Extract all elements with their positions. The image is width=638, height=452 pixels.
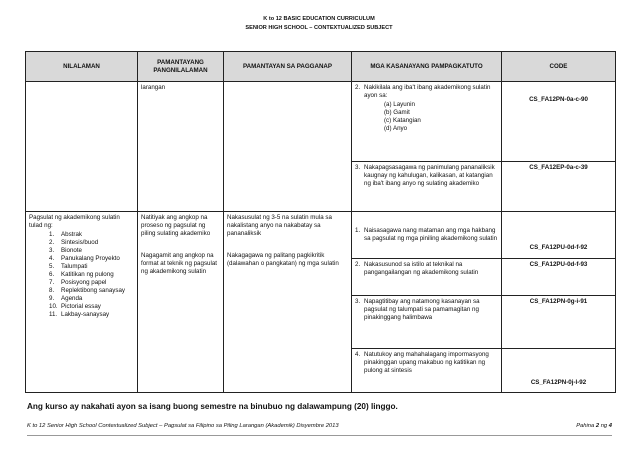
outcome-number: 4. [355,351,361,358]
performance-standard-1: Nakasusulat ng 3-5 na sulatin mula sa nakalistang anyo na nakabatay sa pananaliksik [227,214,332,237]
cell-code: CS_FA12PN-0a-c-90 [502,82,616,162]
cell-kasanayan [352,296,502,349]
cell-code: CS_FA12PN-0j-l-92 [502,349,616,393]
page-number: Pahina 2 ng 4 [576,423,612,429]
list-item: 7. Posisyong papel [49,279,107,286]
footer-document-title: K to 12 Senior High School Contextualized Subject – Pagsulat sa Filipino sa Piling Larangan (Akademik) Disyembre 2013 [27,423,339,429]
list-item: 2. Sintesis/buod [49,239,99,246]
list-item: 4. Panukalang Proyekto [49,255,120,262]
outcome-number: 3. [355,164,361,171]
list-item: 8. Replektibong sanaysay [49,287,125,294]
list-item: 3. Bionote [49,247,82,254]
outcome-number: 2. [355,84,361,91]
list-item: 9. Agenda [49,295,83,302]
cell-code: CS_FA12EP-0a-c-39 [502,162,616,212]
cell-kasanayan [352,82,502,162]
outcome-sub-list [364,101,498,133]
outcome-text: Nakasusunod sa istilo at teknikal na pangangailangan ng akademikong sulatin [364,261,479,276]
outcome-text: Nakapagsasagawa ng panimulang pananaliksik kaugnay ng kahulugan, kalikasan, at katangian ng iba't ibang anyo ng sulating akademiko [364,164,495,187]
table-row [26,82,616,162]
performance-standard-2: Nakagagawa ng palitang pagkikritik (dalawahan o pangkatan) ng mga sulatin [227,252,339,267]
curriculum-subtitle: SENIOR HIGH SCHOOL – CONTEXTUALIZED SUBJECT [245,25,393,31]
cell-pamantayan-sa-pagganap [224,212,352,393]
page-footer [27,423,612,436]
outcome-number: 1. [355,227,361,234]
outcome-number: 3. [355,298,361,305]
outcome-number: 2. [355,261,361,268]
nilalaman-intro: Pagsulat ng akademikong sulatin tulad ng: [29,214,120,229]
content-standard-1: Natitiyak ang angkop na proseso ng pagsulat ng piling sulating akademiko [141,214,211,237]
content-standard-2: Nagagamit ang angkop na format at teknik ng pagsulat ng akademikong sulatin [141,252,218,275]
list-item: (c) Katangian [384,117,421,124]
cell-kasanayan [352,212,502,259]
column-header-mga-kasanayan: MGA KASANAYANG PAMPAGKATUTO [352,52,502,82]
list-item: 11. Lakbay-sanaysay [49,311,110,318]
cell-pamantayang-pangnilalaman [138,212,224,393]
list-item: 1. Abstrak [49,231,82,238]
sulatin-list [29,231,134,319]
column-header-pamantayang-pangnilalaman: PAMANTAYANG PANGNILALAMAN [138,52,224,82]
table-header-row [26,52,616,82]
column-header-nilalaman: NILALAMAN [26,52,138,82]
list-item: 5. Talumpati [49,263,88,270]
cell-code: CS_FA12PU-0d-f-93 [502,259,616,296]
cell-code: CS_FA12PN-0g-i-91 [502,296,616,349]
semester-note: Ang kurso ay nakahati ayon sa isang buong semestre na binubuo ng dalawampung (20) linggo. [27,402,398,411]
list-item: (a) Layunin [384,101,415,108]
cell-nilalaman-continued [26,82,138,212]
outcome-text: Naisasagawa nang mataman ang mga hakbang sa pagsulat ng mga piniling akademikong sulatin [364,227,498,242]
outcome-text: Natutukoy ang mahahalagang impormasyong pinakinggan upang makabuo ng katitikan ng pulong at sintesis [364,351,489,374]
outcome-text: Napagtitibay ang natamong kasanayan sa pagsulat ng talumpati sa pamamagitan ng pinakinggang halimbawa [364,298,480,321]
column-header-pamantayan-sa-pagganap: PAMANTAYAN SA PAGGANAP [224,52,352,82]
cell-pamantayang-pangnilalaman-continued: larangan [138,82,224,212]
cell-code: CS_FA12PU-0d-f-92 [502,212,616,259]
list-item: (b) Gamit [384,109,410,116]
footer-divider [27,435,612,436]
curriculum-title: K to 12 BASIC EDUCATION CURRICULUM [263,16,375,22]
cell-kasanayan [352,349,502,393]
column-header-code: CODE [502,52,616,82]
cell-nilalaman [26,212,138,393]
cell-kasanayan [352,259,502,296]
list-item: 10. Pictorial essay [49,303,101,310]
cell-kasanayan [352,162,502,212]
list-item: 6. Katitikan ng pulong [49,271,114,278]
cell-pamantayan-sa-pagganap-continued [224,82,352,212]
list-item: (d) Anyo [384,125,408,132]
outcome-text: Nakikilala ang iba't ibang akademikong sulatin ayon sa: [364,84,491,99]
table-row [26,212,616,259]
curriculum-table [25,51,616,393]
